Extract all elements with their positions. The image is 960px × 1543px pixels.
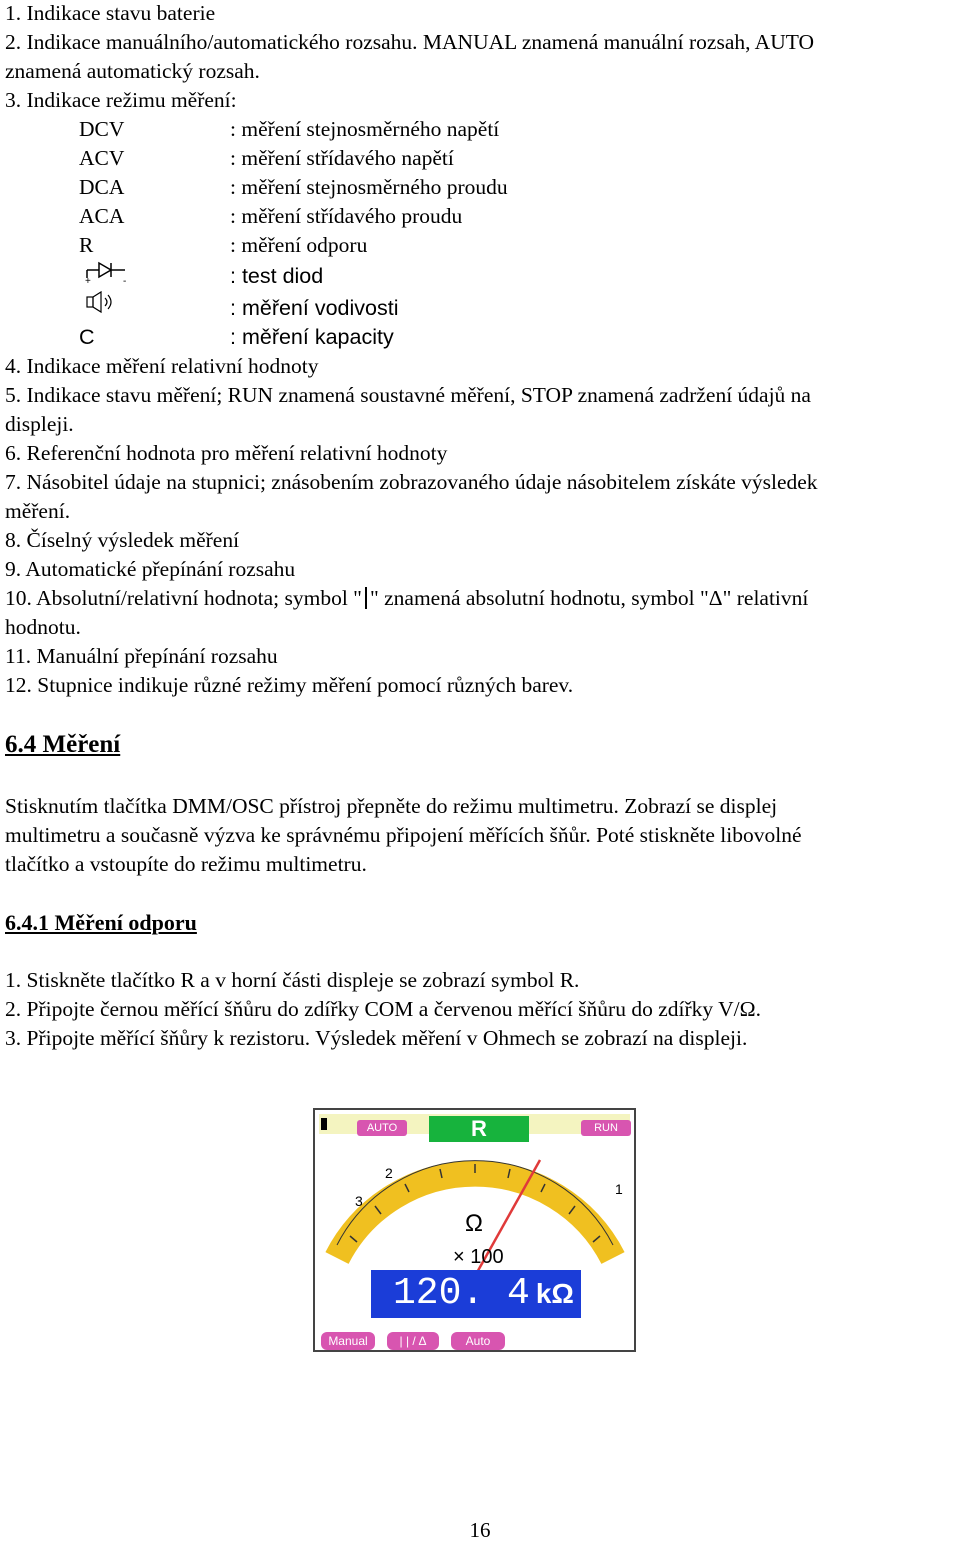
item-7-line1: 7. Násobitel údaje na stupnici; znásobením zobrazovaného údaje násobitelem získáte výsledek [5,470,818,494]
item-6: 6. Referenční hodnota pro měření relativní hodnoty [5,441,448,465]
item-5-line1: 5. Indikace stavu měření; RUN znamená soustavné měření, STOP znamená zadržení údajů na [5,383,811,407]
abs-bar-icon [365,587,367,609]
item-3: 3. Indikace režimu měření: [5,88,237,112]
speaker-icon [85,290,125,320]
item-9: 9. Automatické přepínání rozsahu [5,557,296,581]
item-10-line1 [5,585,808,611]
mode-dca-abbr: DCA [79,175,125,199]
item-10-pre: 10. Absolutní/relativní hodnota; symbol " [5,586,362,610]
section-para-line1: Stisknutím tlačítka DMM/OSC přístroj přepněte do režimu multimetru. Zobrazí se displej [5,794,778,818]
item-7-line2: měření. [5,499,71,523]
scale-multiplier: × 100 [453,1246,504,1268]
mode-acv-abbr: ACV [79,146,125,170]
display-top-bar [319,1114,630,1141]
svg-text:-: - [123,276,127,284]
scale-label-1: 1 [615,1181,623,1197]
section-para-line2: multimetru a současně výzva ke správnému připojení měřících šňůr. Poté stiskněte libovolné [5,823,802,847]
mode-dca-desc: : měření stejnosměrného proudu [230,175,508,199]
abs-rel-button[interactable]: | | / Δ [387,1332,439,1350]
mode-c-abbr: C [79,325,95,349]
mode-indicator: R [429,1116,529,1142]
reading-unit: kΩ [535,1278,574,1309]
mode-r-abbr: R [79,233,94,257]
unit-symbol: Ω [465,1210,483,1237]
section-heading: 6.4 Měření [5,731,121,758]
mode-r-desc: : měření odporu [230,233,368,257]
auto-range-badge: AUTO [357,1120,407,1136]
reading-value: 120. 4 [393,1272,530,1315]
mode-aca-desc: : měření střídavého proudu [230,204,463,228]
numeric-readout [371,1270,581,1318]
item-8: 8. Číselný výsledek měření [5,528,240,552]
diode-icon [85,260,135,290]
item-10-post: " znamená absolutní hodnotu, symbol "Δ" relativní [369,586,809,610]
mode-dcv-desc: : měření stejnosměrného napětí [230,117,500,141]
step-3: 3. Připojte měřící šňůry k rezistoru. Výsledek měření v Ohmech se zobrazí na displeji. [5,1026,748,1050]
multimeter-display [313,1108,636,1352]
item-11: 11. Manuální přepínání rozsahu [5,644,278,668]
manual-range-button[interactable]: Manual [321,1332,375,1350]
run-status-badge: RUN [581,1120,631,1136]
mode-diode-desc: : test diod [230,264,324,288]
scale-label-2: 2 [385,1165,393,1181]
item-4: 4. Indikace měření relativní hodnoty [5,354,319,378]
mode-acv-desc: : měření střídavého napětí [230,146,454,170]
item-1: 1. Indikace stavu baterie [5,1,216,25]
mode-aca-abbr: ACA [79,204,125,228]
auto-range-button[interactable]: Auto [451,1332,505,1350]
mode-c-desc: : měření kapacity [230,325,394,349]
step-1: 1. Stiskněte tlačítko R a v horní části displeje se zobrazí symbol R. [5,968,580,992]
item-12: 12. Stupnice indikuje různé režimy měření pomocí různých barev. [5,673,574,697]
page-number: 16 [469,1518,491,1542]
svg-text:+: + [85,276,91,284]
mode-continuity-desc: : měření vodivosti [230,296,399,320]
step-2: 2. Připojte černou měřící šňůru do zdířky COM a červenou měřící šňůru do zdířky V/Ω. [5,997,761,1021]
item-5-line2: displeji. [5,412,74,436]
mode-dcv-abbr: DCV [79,117,125,141]
item-2-line1: 2. Indikace manuálního/automatického rozsahu. MANUAL znamená manuální rozsah, AUTO [5,30,815,54]
subsection-heading: 6.4.1 Měření odporu [5,910,197,935]
item-2-line2: znamená automatický rozsah. [5,59,260,83]
item-10-line2: hodnotu. [5,615,81,639]
section-para-line3: tlačítko a vstoupíte do režimu multimetru. [5,852,367,876]
battery-icon [321,1118,327,1130]
scale-label-3: 3 [355,1193,363,1209]
